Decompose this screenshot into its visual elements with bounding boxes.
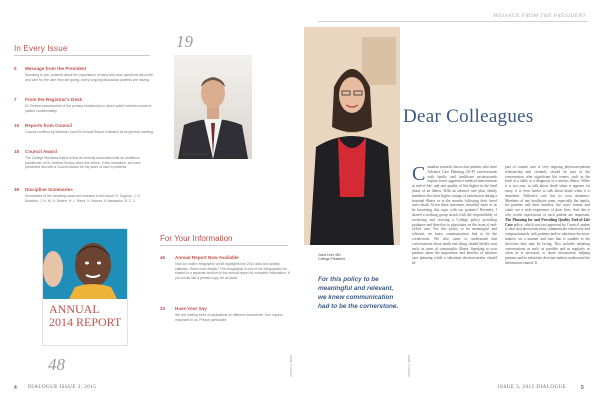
footer-page-number-left: 4	[14, 385, 17, 391]
policy-name: The Planning for and Providing Quality End-of-Life Care	[505, 217, 590, 227]
footer-publication-left: DIALOGUE ISSUE 3, 2015	[28, 385, 97, 390]
toc-item-number: 18	[14, 149, 20, 154]
fyi-item-number: 33	[160, 306, 166, 311]
fyi-item-heading: Have Your Say	[175, 306, 207, 311]
toc-item-heading: From the Registrar's Desk	[25, 97, 83, 102]
president-illustration	[304, 27, 400, 245]
toc-item-heading: Message from the President	[25, 66, 87, 71]
toc-title: In Every Issue	[14, 44, 68, 53]
footer-publication-right: ISSUE 3, 2015 DIALOGUE	[498, 385, 567, 390]
article-text: policy, which was just approved by Council, makes it clear that physicians must communicate effectively and compassionately with patients and/or substitute decision-makers, on a manner and tone that is suitable to the decisions they may be facing. This includes initiating conversations as early as possible and as regularly as often as is necessary to share information, helping patients and/or substitute decision-makers understand the information shared. It	[505, 222, 590, 265]
doctor-caption: Dr. Andrew Stodrip	[183, 152, 209, 156]
cover-title-line2: 2014 REPORT	[49, 315, 122, 329]
toc-item-number: 49	[14, 187, 20, 192]
doctor-photo	[174, 55, 252, 159]
toc-divider	[14, 55, 150, 56]
president-photo	[304, 27, 400, 245]
toc-item-heading: Discipline Summaries	[25, 187, 73, 192]
child-illustration	[43, 229, 127, 299]
article-text: part of routine care is very ongoing physician-patient relationship and certainly should be part of the conversation after significant life events, such as the birth of a child, or a diagnosis of a serious illness. While it is not easy to talk about death when it appears far away, it is even harder to talk about death when it is imminent. Palliative care has its own dynamics. Members of any healthcare team, especially the family, for patients and their families, the exact format and value, are a wide experience of their lives. And this is why recent expressions of each patient are important.	[505, 165, 590, 217]
page-reference-number: 19	[176, 32, 193, 51]
fyi-item-description: Visit our online infographic which highlights key 2014 data and activity statistics. Want more details? The infographic is one of the infographics for shared in a separate section of this annual report for complete information. If you would like a printed copy, let us know.	[175, 262, 290, 280]
article-column-1	[412, 165, 497, 385]
photo-credit: PHOTO: A. SPINK	[290, 355, 293, 377]
page-reference-number: 48	[48, 355, 65, 374]
pull-quote: For this policy to be meaningful and relevant, we knew communication had to be the cornerstone.	[318, 276, 399, 310]
toc-item-description: Council confirms by Medical Council's Annual Report indicated as its general meeting.	[25, 130, 154, 134]
article-column-2	[505, 165, 590, 385]
toc-item-number: 5	[14, 66, 17, 71]
president-caption-title: College President	[318, 257, 345, 262]
president-caption-name: Carol Leet, MD	[318, 253, 341, 257]
article-text: anadian research shows that patients who have Advance Care Planning (ACP) conversations with family and healthcare professionals require fewer aggressive medical interventions at end-of-life, and rate quality of life higher in the final phase of an illness. With an advance care plan, family members also have higher ratings of satisfaction during a terminal illness or in the months following their loved one's death. Given these outcomes, shouldn't more of us be broaching this topic with our patients? Recently, I shared a working group struck with the responsibility of reviewing and revising a College policy providing guidance and direction to physicians on the issue of end-of-life care. For this policy to be meaningful and relevant, we knew communication had to be the cornerstone. We also came to understand that conversations about death and dying should ideally start early, in cases of catastrophic illness. Speaking to your patients about the importance and benefits of advance care planning while a substitute decision-maker should be	[412, 165, 497, 265]
annual-report-cover[interactable]	[42, 228, 128, 346]
photo-credit: PHOTO: A. SPINK	[408, 355, 411, 377]
fyi-item-number: 46	[160, 255, 166, 260]
cover-title-line1: ANNUAL	[49, 302, 100, 316]
fyi-divider	[160, 245, 288, 246]
fyi-item-description: We are holding three consultations on different documents. Your input is important to us. Please participate.	[175, 313, 283, 322]
footer-page-number-right: 5	[581, 385, 584, 391]
article-heading: Dear Colleagues	[403, 106, 534, 127]
president-caption	[318, 253, 345, 262]
header-divider	[318, 21, 588, 22]
toc-item-heading: Reports from Council	[25, 123, 72, 128]
fyi-title: For Your Information	[160, 234, 233, 243]
toc-item-description: Speaking to you, patients about the importance of early and clear questions about life and care for the care they are giving, every ongoing discussion patients are having.	[25, 73, 153, 82]
doctor-illustration	[174, 55, 252, 159]
section-header: MESSAGE FROM THE PRESIDENT	[492, 13, 586, 19]
fyi-item-heading: Annual Report Now Available	[175, 255, 239, 260]
toc-item-description: Dr. Revised assessment of the primary relationship in which public interest concerns patient confidentiality.	[25, 104, 152, 113]
toc-item-number: 15	[14, 123, 20, 128]
toc-item-description: The College Manitoba Island is that its recently associated with an ambitious practitioner of Dr. Andrew Stodrip when the others. In the meantime, we have presented him with a Council Award for his years of care to patients.	[25, 156, 141, 170]
toc-item-heading: Council Award	[25, 149, 57, 154]
toc-item-description: Summaries of the following cases are included in this issue: R. Gagnon, J. H. Manchur, J. H. M. H. Robert, H. L. Reed, V. Viscera, & Vassantko, B. C. J.	[25, 194, 141, 203]
drop-cap: C	[412, 165, 426, 185]
toc-item-number: 7	[14, 97, 17, 102]
